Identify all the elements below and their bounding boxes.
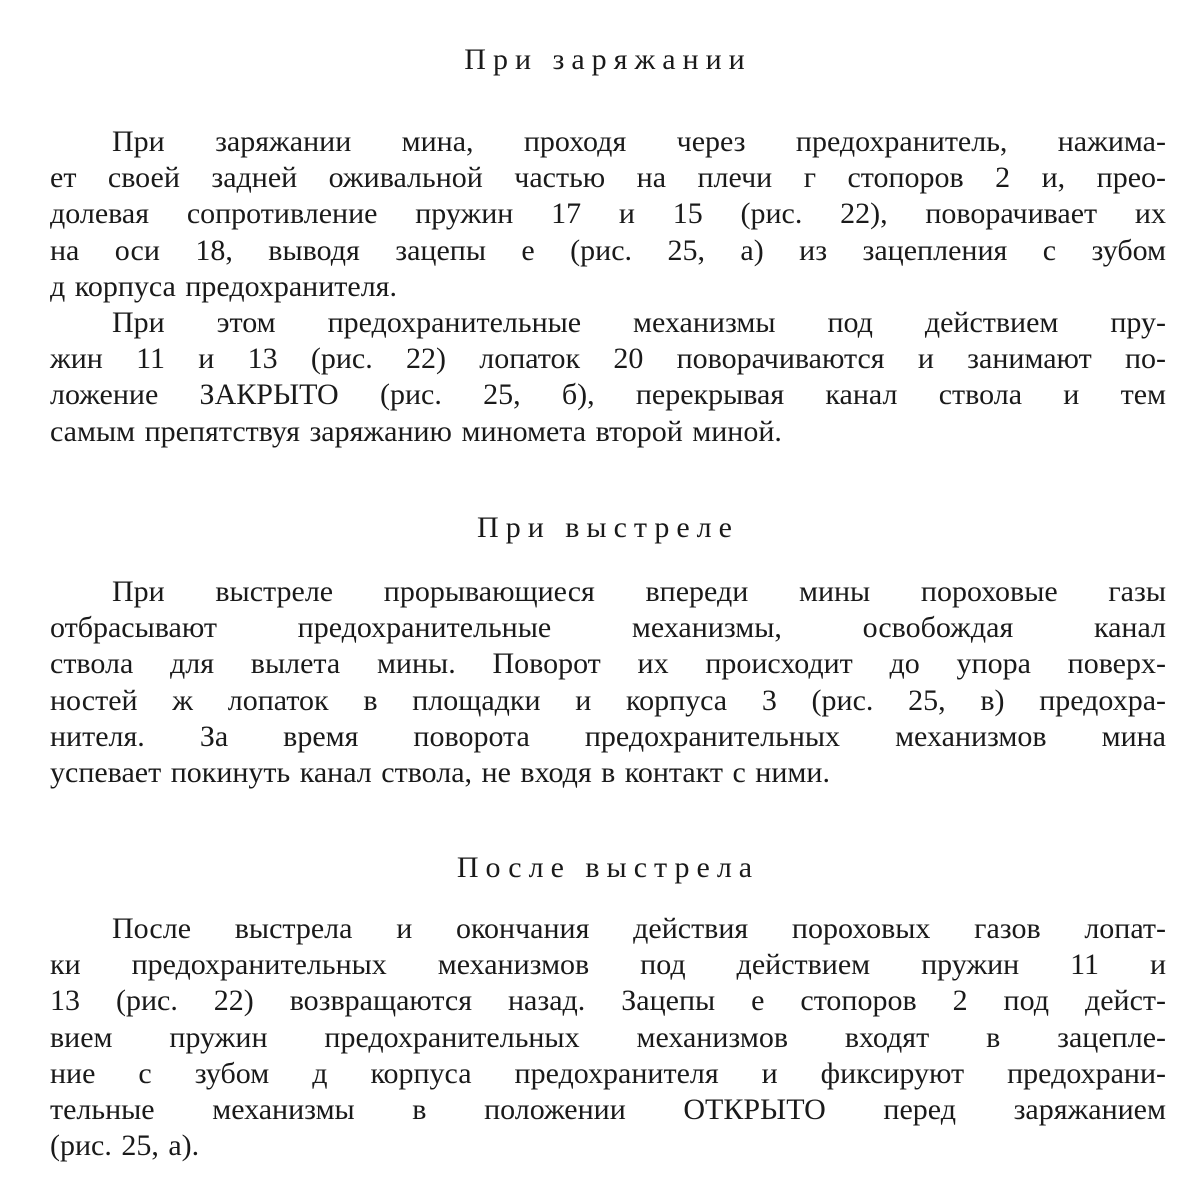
text-line: После выстрела и окончания действия пороховых газов лопат- bbox=[112, 912, 1166, 945]
text-line: на оси 18, выводя зацепы е (рис. 25, а) из зацепления с зубом bbox=[50, 233, 1166, 267]
text-line: ние с зубом д корпуса предохранителя и фиксируют предохрани- bbox=[50, 1056, 1166, 1090]
section-heading-loading: При заряжании bbox=[464, 43, 752, 76]
text-line: отбрасывают предохранительные механизмы, освобождая канал bbox=[50, 611, 1166, 645]
text-line: ет своей задней оживальной частью на плечи г стопоров 2 и, прео- bbox=[50, 161, 1166, 195]
text-line: долевая сопротивление пружин 17 и 15 (рис. 22), поворачивает их bbox=[50, 197, 1166, 231]
text-line: ложение ЗАКРЫТО (рис. 25, б), перекрывая канал ствола и тем bbox=[50, 378, 1166, 412]
text-line: При этом предохранительные механизмы под действием пру- bbox=[112, 306, 1166, 340]
section-heading-firing: При выстреле bbox=[477, 511, 739, 544]
text-line: вием пружин предохранительных механизмов входят в зацепле- bbox=[50, 1020, 1166, 1054]
text-line: При выстреле прорывающиеся впереди мины пороховые газы bbox=[112, 575, 1166, 608]
text-line: При заряжании мина, проходя через предохранитель, нажима- bbox=[112, 125, 1166, 158]
text-line: тельные механизмы в положении ОТКРЫТО перед заряжанием bbox=[50, 1093, 1166, 1127]
text-line: ствола для вылета мины. Поворот их происходит до упора поверх- bbox=[50, 647, 1166, 681]
text-line: самым препятствуя заряжанию миномета второй миной. bbox=[50, 414, 782, 448]
section-heading-after-firing: После выстрела bbox=[456, 851, 760, 884]
section-body-after-firing bbox=[50, 911, 1166, 1164]
text-line: ки предохранительных механизмов под действием пружин 11 и bbox=[50, 948, 1166, 982]
section-body-loading bbox=[50, 124, 1166, 450]
text-line: 13 (рис. 22) возвращаются назад. Зацепы е стопоров 2 под дейст- bbox=[50, 984, 1166, 1018]
text-line: нителя. За время поворота предохранительных механизмов мина bbox=[50, 719, 1166, 753]
text-line: д корпуса предохранителя. bbox=[50, 269, 397, 303]
text-line: жин 11 и 13 (рис. 22) лопаток 20 поворачиваются и занимают по- bbox=[50, 342, 1166, 376]
text-line: успевает покинуть канал ствола, не входя в контакт с ними. bbox=[50, 756, 830, 790]
section-body-firing bbox=[50, 574, 1166, 791]
text-line: ностей ж лопаток в площадки и корпуса 3 (рис. 25, в) предохра- bbox=[50, 683, 1166, 717]
text-line: (рис. 25, а). bbox=[50, 1129, 200, 1163]
